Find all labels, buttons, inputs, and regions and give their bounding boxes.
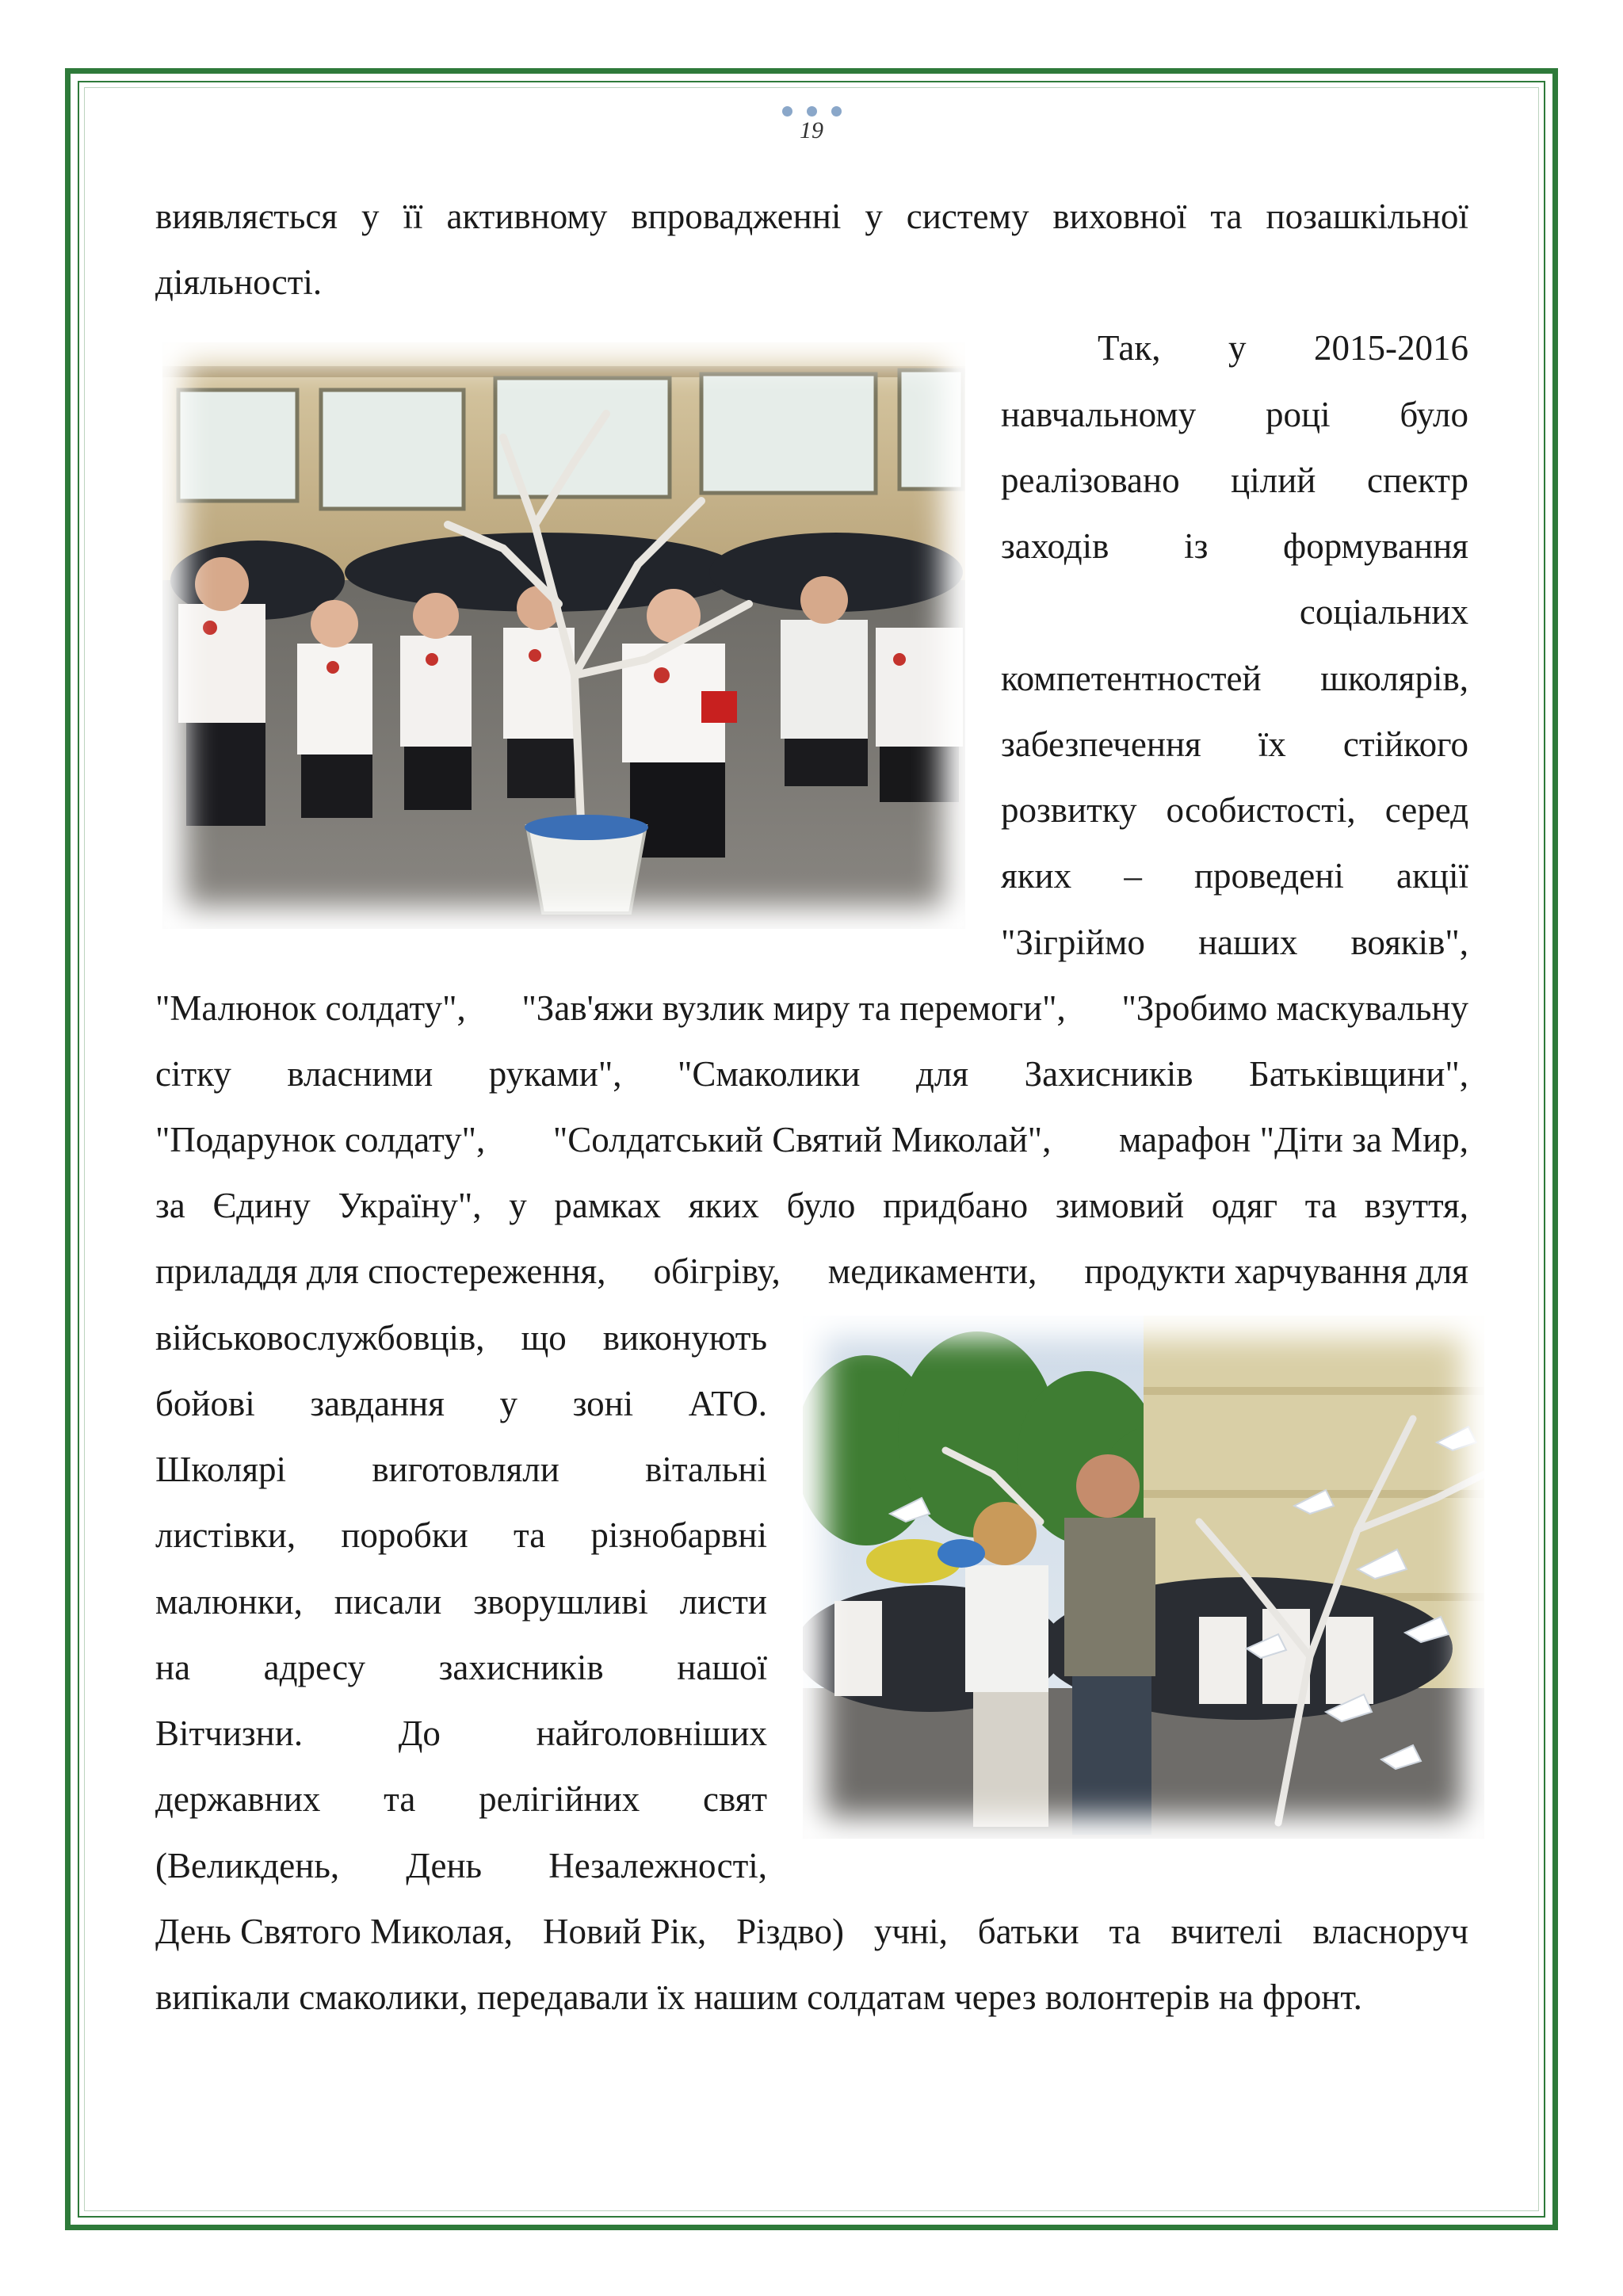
word: "Солдатський Святий Миколай", — [552, 1120, 1052, 1159]
text-line — [1001, 720, 1468, 768]
word: та — [514, 1515, 546, 1555]
word: зворушливі — [473, 1582, 648, 1622]
word: та — [1109, 1912, 1141, 1951]
word: виховної — [1052, 197, 1187, 236]
text-line — [1001, 391, 1468, 438]
word: Захисників — [1024, 1054, 1193, 1094]
word: листівки, — [155, 1515, 296, 1555]
word: різнобарвні — [590, 1515, 767, 1555]
word: учні, — [873, 1912, 948, 1951]
page-number: 19 — [800, 117, 823, 143]
word: Новий Рік, — [542, 1912, 707, 1951]
word: було — [1400, 395, 1468, 434]
word: позашкільної — [1266, 197, 1468, 236]
word: активному — [446, 197, 608, 236]
text-line — [155, 1182, 1468, 1229]
word: рамках — [554, 1186, 662, 1225]
word: малюнки, — [155, 1582, 303, 1622]
text-line — [1001, 522, 1468, 570]
word: приладдя для спостереження, — [155, 1251, 606, 1291]
word: школярів, — [1320, 659, 1468, 698]
text-line — [155, 193, 1468, 240]
word: "Зав'яжи вузлик миру та перемоги", — [521, 988, 1066, 1028]
word: медикаменти, — [827, 1251, 1037, 1291]
word: завдання — [310, 1384, 445, 1423]
word: та — [384, 1779, 416, 1819]
word: зоні — [572, 1384, 634, 1423]
text-line — [1001, 852, 1468, 900]
word: у — [509, 1186, 527, 1225]
word: виготовляли — [372, 1450, 559, 1489]
word: для — [916, 1054, 969, 1094]
word: серед — [1384, 790, 1468, 830]
word: придбано — [883, 1186, 1029, 1225]
word: адресу — [263, 1648, 365, 1687]
word: у — [499, 1384, 517, 1423]
word: найголовніших — [536, 1713, 767, 1753]
word: та — [1304, 1186, 1337, 1225]
text-line — [155, 1644, 767, 1691]
text-line — [155, 1710, 767, 1757]
word: "Подарунок солдату", — [155, 1120, 486, 1159]
text-line — [155, 1578, 767, 1626]
word: навчальному — [1001, 395, 1197, 434]
word: за — [155, 1186, 185, 1225]
word: проведені — [1193, 856, 1344, 896]
word: "Зігріймо — [1001, 923, 1145, 962]
word: році — [1266, 395, 1331, 434]
word: заходів — [1001, 526, 1109, 566]
word: вчителі — [1170, 1912, 1283, 1951]
word: батьки — [977, 1912, 1079, 1951]
word: Незалежності, — [548, 1846, 767, 1885]
word: у — [361, 197, 380, 236]
word: яких — [1001, 856, 1072, 896]
word: АТО. — [688, 1384, 767, 1423]
text-line — [155, 1116, 1468, 1163]
word: поробки — [341, 1515, 468, 1555]
text-line — [1098, 324, 1468, 372]
word: формування — [1283, 526, 1468, 566]
text-line — [155, 1511, 767, 1559]
word: бойові — [155, 1384, 255, 1423]
word: її — [403, 197, 423, 236]
word: День — [406, 1846, 483, 1885]
text-line — [155, 1314, 767, 1362]
word: продукти харчування для — [1084, 1251, 1468, 1291]
word: – — [1124, 856, 1142, 896]
word: листи — [679, 1582, 767, 1622]
text-line: соціальних — [1299, 592, 1468, 632]
word: свят — [703, 1779, 767, 1819]
word: Україну", — [338, 1186, 482, 1225]
text-line — [155, 1380, 767, 1427]
word: руками", — [488, 1054, 622, 1094]
text-line — [155, 1050, 1468, 1098]
word: релігійних — [479, 1779, 640, 1819]
word: власноруч — [1312, 1912, 1468, 1951]
word: акції — [1396, 856, 1468, 896]
word: писали — [334, 1582, 442, 1622]
word: вітальні — [645, 1450, 767, 1489]
word: виконують — [602, 1318, 767, 1358]
word: марафон "Діти за Мир, — [1118, 1120, 1468, 1159]
word: Різдво) — [736, 1912, 844, 1951]
photo-adults-tree — [803, 1316, 1484, 1839]
word: Школярі — [155, 1450, 287, 1489]
word: на — [155, 1648, 191, 1687]
word: "Смаколики — [678, 1054, 861, 1094]
word: спектр — [1366, 460, 1468, 500]
word: вояків", — [1350, 923, 1468, 962]
word: військовослужбовців, — [155, 1318, 485, 1358]
word: особистості, — [1166, 790, 1356, 830]
word: День Святого Миколая, — [155, 1912, 514, 1951]
word: взуття, — [1364, 1186, 1468, 1225]
word: власними — [287, 1054, 433, 1094]
text-line — [155, 1775, 767, 1823]
word: яких — [688, 1186, 759, 1225]
word: розвитку — [1001, 790, 1137, 830]
word: "Зробимо маскувальну — [1121, 988, 1468, 1028]
text-line — [155, 1446, 767, 1493]
word: реалізовано — [1001, 460, 1180, 500]
word: Так, — [1098, 328, 1161, 368]
word: стійкого — [1342, 724, 1468, 764]
text-line — [155, 1247, 1468, 1295]
word: (Великдень, — [155, 1846, 340, 1885]
word: сітку — [155, 1054, 231, 1094]
word: цілий — [1231, 460, 1316, 500]
word: Єдину — [212, 1186, 311, 1225]
text-line — [1001, 457, 1468, 504]
word: 2015-2016 — [1313, 328, 1468, 368]
word: нашої — [677, 1648, 767, 1687]
word: одяг — [1211, 1186, 1278, 1225]
word: у — [865, 197, 883, 236]
word: впровадженні — [631, 197, 842, 236]
text-line: випікали смаколики, передавали їх нашим солдатам через волонтерів на фронт. — [155, 1977, 1362, 2017]
text-line — [155, 1842, 767, 1889]
word: Батьківщини", — [1249, 1054, 1468, 1094]
word: їх — [1258, 724, 1286, 764]
text-line — [1001, 786, 1468, 834]
word: "Малюнок солдату", — [155, 988, 466, 1028]
word: та — [1210, 197, 1243, 236]
word: зимовий — [1055, 1186, 1185, 1225]
word: компетентностей — [1001, 659, 1262, 698]
word: систему — [906, 197, 1029, 236]
text-line — [1001, 655, 1468, 702]
photo-children-tree — [162, 342, 965, 929]
word: наших — [1198, 923, 1298, 962]
word: що — [521, 1318, 567, 1358]
word: державних — [155, 1779, 321, 1819]
word: було — [786, 1186, 856, 1225]
word: забезпечення — [1001, 724, 1201, 764]
text-line: діяльності. — [155, 262, 323, 302]
text-line — [155, 1908, 1468, 1955]
word: виявляється — [155, 197, 338, 236]
text-line — [155, 984, 1468, 1032]
word: захисників — [438, 1648, 604, 1687]
word: обігріву, — [653, 1251, 781, 1291]
word: До — [398, 1713, 441, 1753]
word: у — [1228, 328, 1247, 368]
word: із — [1184, 526, 1209, 566]
text-line — [1001, 919, 1468, 966]
word: Вітчизни. — [155, 1713, 304, 1753]
